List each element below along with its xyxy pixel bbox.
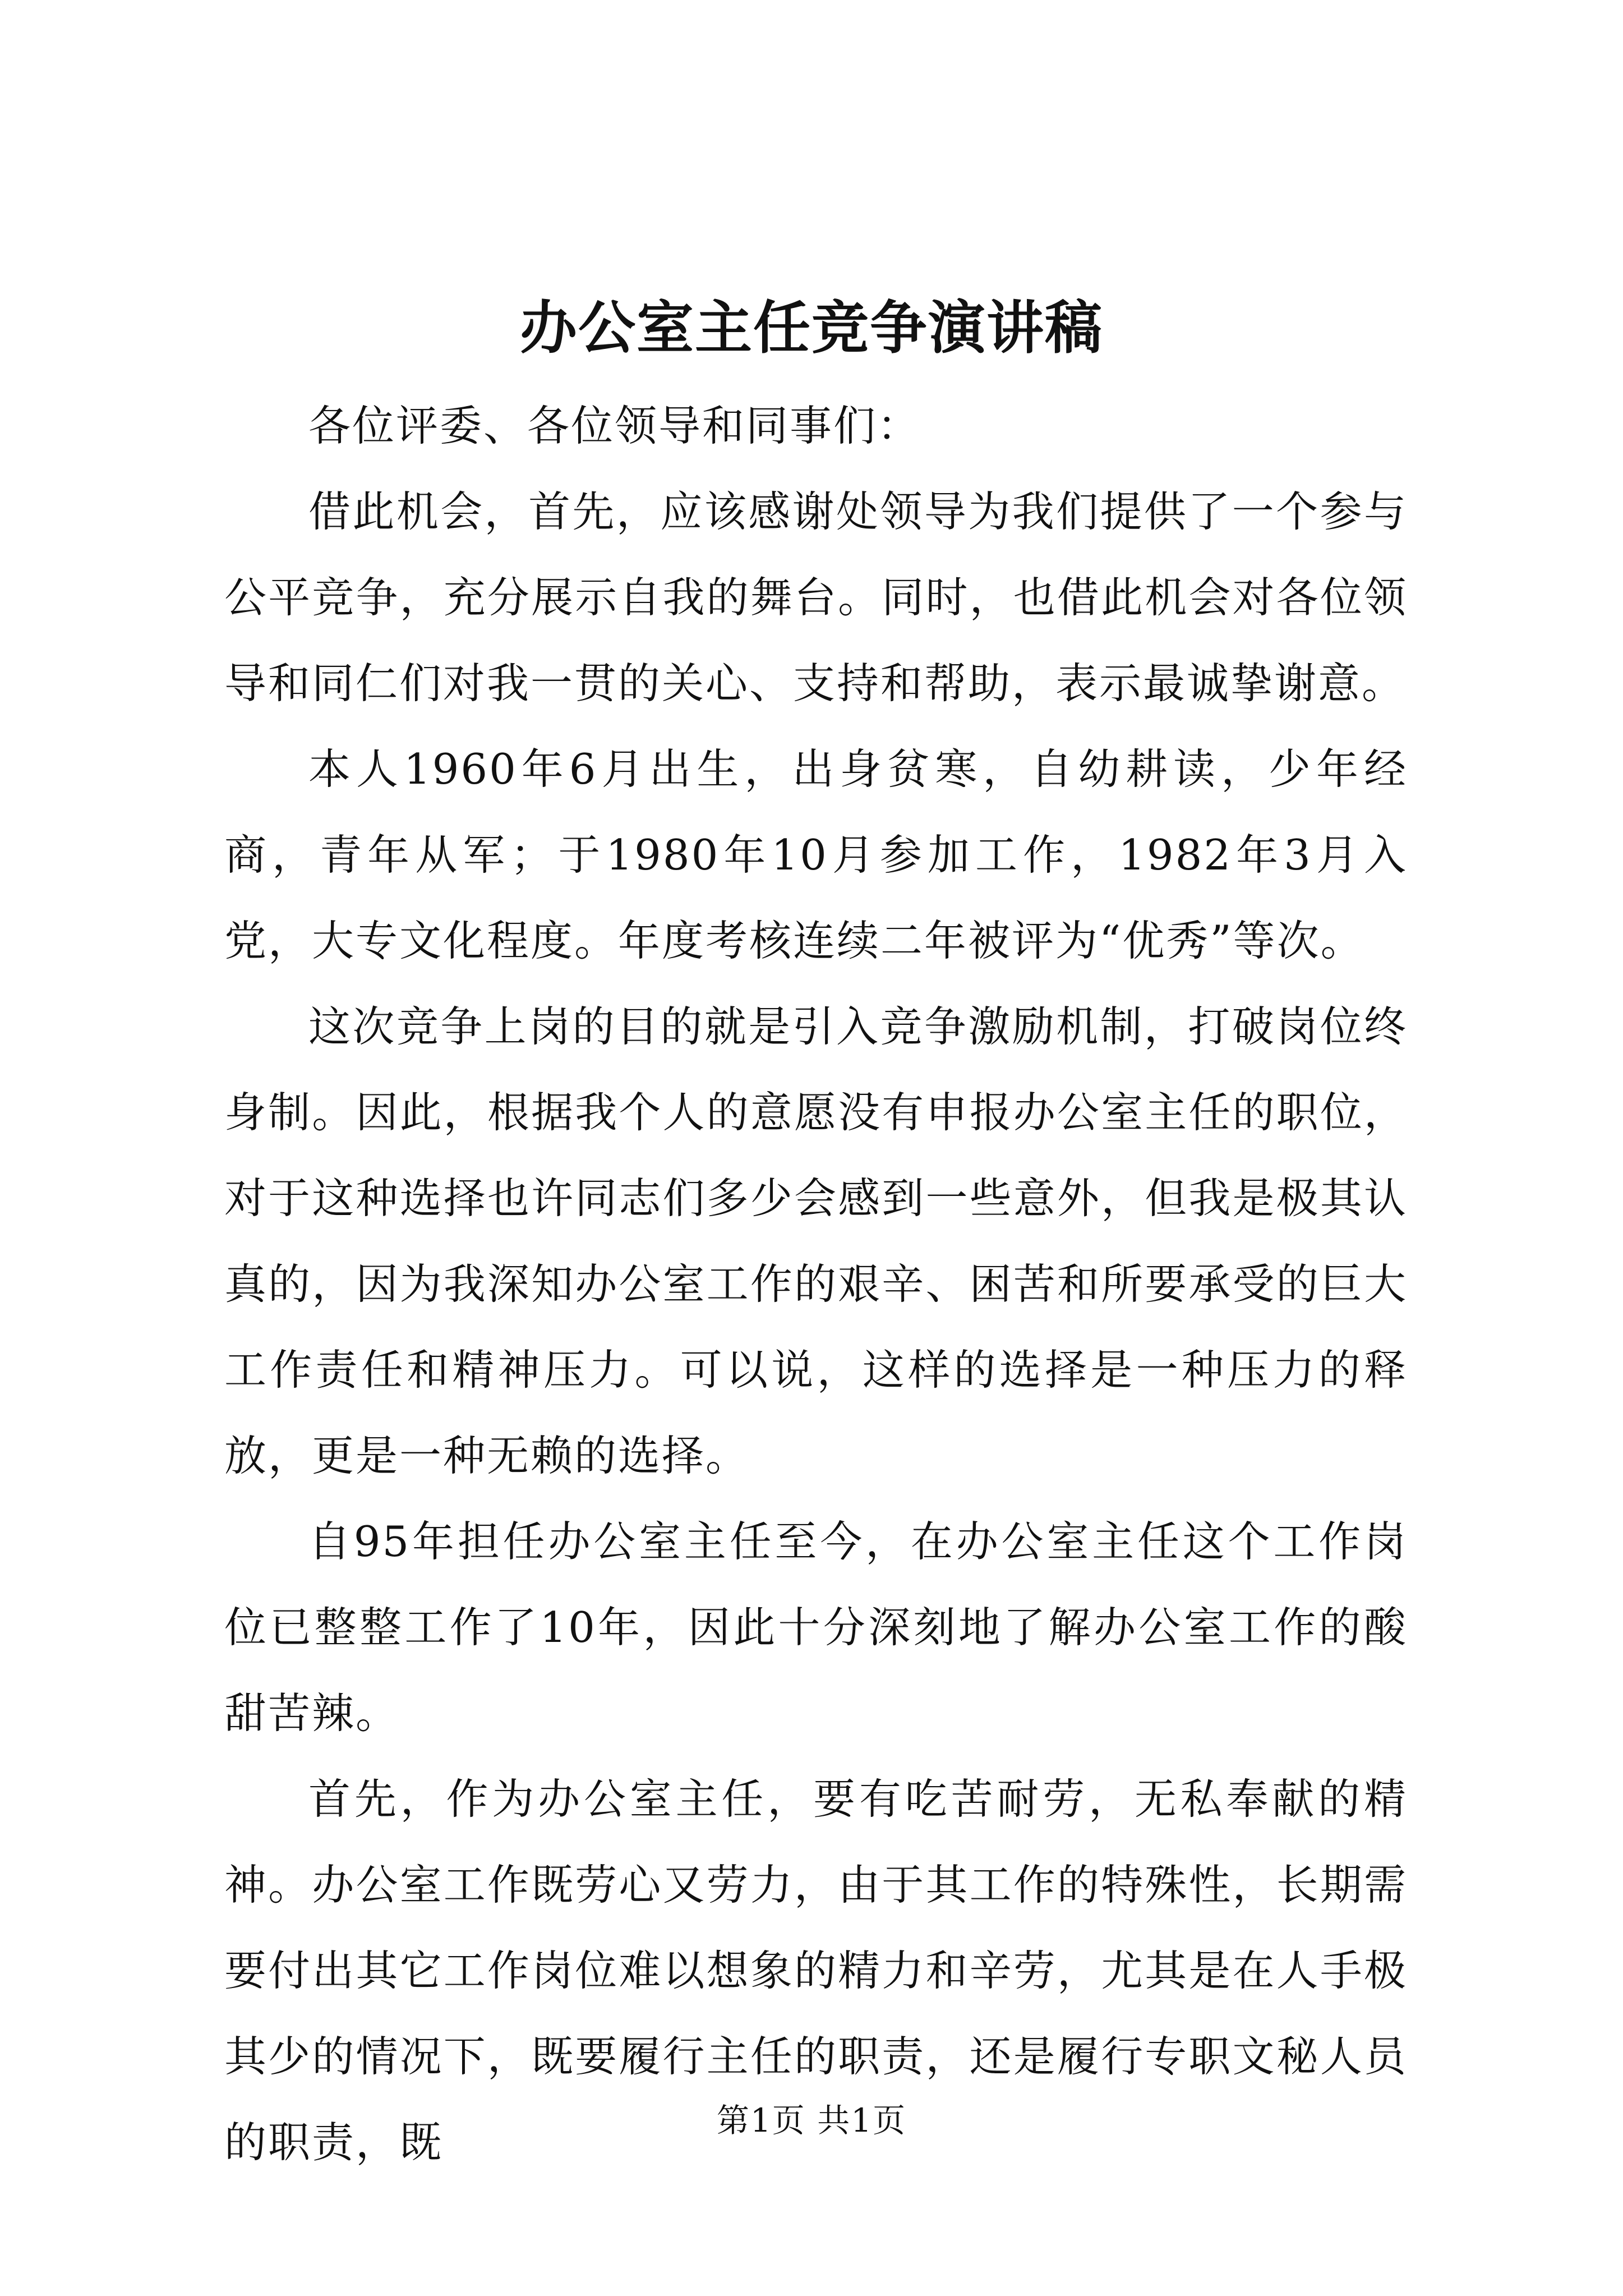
body-paragraph: 首先，作为办公室主任，要有吃苦耐劳，无私奉献的精神。办公室工作既劳心又劳力，由于其工作的特殊性，长期需要付出其它工作岗位难以想象的精力和辛劳，尤其是在人手极其少的情况下，既要履行主任的职责，还是履行专职文秘人员的职责，既 xyxy=(224,1774,1408,2167)
body-paragraph: 借此机会，首先，应该感谢处领导为我们提供了一个参与公平竞争，充分展示自我的舞台。同时，也借此机会对各位领导和同仁们对我一贯的关心、支持和帮助，表示最诚挚谢意。 xyxy=(224,487,1408,708)
body-paragraph: 自95年担任办公室主任至今，在办公室主任这个工作岗位已整整工作了10年，因此十分深刻地了解办公室工作的酸甜苦辣。 xyxy=(224,1517,1408,1738)
document-body xyxy=(224,383,1408,2185)
body-paragraph: 本人1960年6月出生，出身贫寒，自幼耕读，少年经商，青年从军；于1980年10月参加工作，1982年3月入党，大专文化程度。年度考核连续二年被评为“优秀”等次。 xyxy=(224,744,1408,965)
document-title: 办公室主任竞争演讲稿 xyxy=(520,295,1103,362)
body-paragraph: 这次竞争上岗的目的就是引入竞争激励机制，打破岗位终身制。因此，根据我个人的意愿没有申报办公室主任的职位，对于这种选择也许同志们多少会感到一些意外，但我是极其认真的，因为我深知办公室工作的艰辛、困苦和所要承受的巨大工作责任和精神压力。可以说，这样的选择是一种压力的释放，更是一种无赖的选择。 xyxy=(224,1002,1408,1480)
salutation-paragraph: 各位评委、各位领导和同事们： xyxy=(308,401,921,450)
page-footer: 第1页 共1页 xyxy=(716,2101,907,2139)
